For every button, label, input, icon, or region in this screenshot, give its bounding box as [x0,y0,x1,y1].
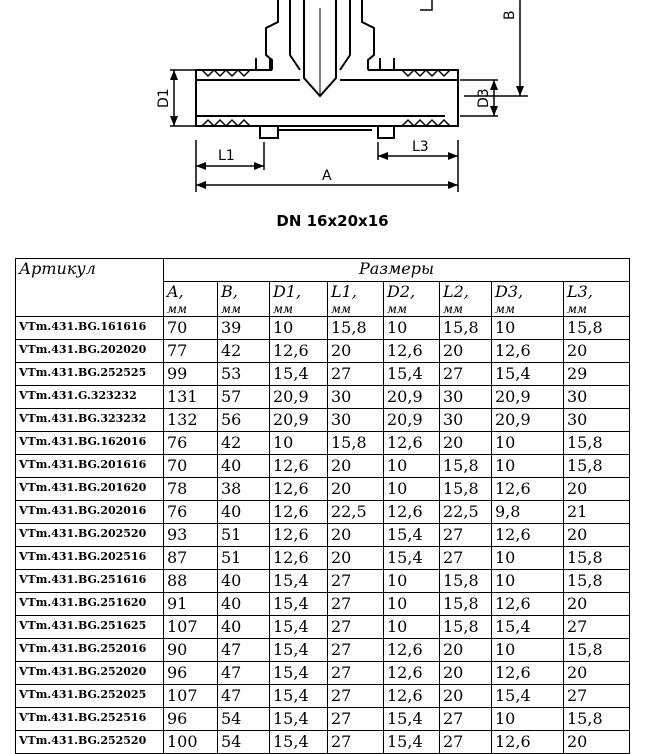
value-cell: 39 [218,317,270,340]
column-header: D2, [384,282,440,305]
value-cell: 20,9 [492,386,564,409]
value-cell: 27 [564,616,630,639]
value-cell: 20,9 [384,386,440,409]
value-cell: 78 [164,478,218,501]
table-row [16,455,630,478]
column-unit: мм [564,304,630,317]
value-cell: 10 [384,593,440,616]
article-cell: VTm.431.BG.202016 [16,501,164,524]
value-cell: 20 [440,340,492,363]
value-cell: 27 [564,685,630,708]
table-row [16,731,630,754]
value-cell: 20 [564,662,630,685]
value-cell: 12,6 [384,685,440,708]
value-cell: 27 [328,685,384,708]
value-cell: 20,9 [492,409,564,432]
value-cell: 77 [164,340,218,363]
article-cell: VTm.431.BG.202516 [16,547,164,570]
value-cell: 12,6 [384,662,440,685]
value-cell: 30 [440,409,492,432]
value-cell: 10 [270,432,328,455]
dim-label-l1: L1 [218,148,235,164]
value-cell: 21 [564,501,630,524]
value-cell: 70 [164,317,218,340]
value-cell: 15,8 [440,478,492,501]
dim-label-b: B [502,10,518,20]
value-cell: 12,6 [384,432,440,455]
value-cell: 15,8 [440,317,492,340]
value-cell: 27 [328,639,384,662]
table-body [16,317,630,754]
column-header: L3, [564,282,630,305]
value-cell: 10 [492,570,564,593]
value-cell: 20 [564,478,630,501]
tee-fitting-drawing [0,0,645,205]
column-unit: мм [384,304,440,317]
value-cell: 27 [440,547,492,570]
dim-label-a: A [322,168,332,184]
value-cell: 57 [218,386,270,409]
value-cell: 20,9 [270,386,328,409]
column-unit: мм [440,304,492,317]
value-cell: 15,8 [564,570,630,593]
value-cell: 76 [164,432,218,455]
value-cell: 27 [328,708,384,731]
table-row [16,662,630,685]
value-cell: 15,4 [384,731,440,754]
value-cell: 12,6 [492,478,564,501]
value-cell: 10 [270,317,328,340]
value-cell: 30 [564,386,630,409]
table-row [16,639,630,662]
value-cell: 12,6 [270,455,328,478]
dim-label-l3: L3 [412,139,429,155]
value-cell: 15,4 [270,731,328,754]
value-cell: 40 [218,593,270,616]
value-cell: 15,4 [270,639,328,662]
value-cell: 15,4 [384,547,440,570]
value-cell: 20 [440,639,492,662]
value-cell: 10 [384,317,440,340]
value-cell: 12,6 [492,593,564,616]
value-cell: 27 [440,731,492,754]
value-cell: 40 [218,501,270,524]
value-cell: 30 [328,409,384,432]
value-cell: 27 [328,570,384,593]
value-cell: 132 [164,409,218,432]
article-cell: VTm.431.G.323232 [16,386,164,409]
column-header: B, [218,282,270,305]
value-cell: 20 [440,685,492,708]
value-cell: 96 [164,708,218,731]
column-unit: мм [164,304,218,317]
value-cell: 20 [564,340,630,363]
article-cell: VTm.431.BG.252516 [16,708,164,731]
value-cell: 87 [164,547,218,570]
value-cell: 15,8 [564,639,630,662]
value-cell: 15,8 [440,455,492,478]
value-cell: 42 [218,340,270,363]
article-cell: VTm.431.BG.252520 [16,731,164,754]
value-cell: 12,6 [492,340,564,363]
value-cell: 20 [328,524,384,547]
article-cell: VTm.431.BG.252016 [16,639,164,662]
value-cell: 15,4 [270,593,328,616]
value-cell: 12,6 [492,662,564,685]
article-cell: VTm.431.BG.202020 [16,340,164,363]
value-cell: 70 [164,455,218,478]
value-cell: 10 [492,317,564,340]
value-cell: 12,6 [384,501,440,524]
value-cell: 27 [440,524,492,547]
value-cell: 15,8 [440,593,492,616]
value-cell: 20 [328,547,384,570]
value-cell: 27 [328,662,384,685]
value-cell: 12,6 [492,731,564,754]
article-cell: VTm.431.BG.201620 [16,478,164,501]
value-cell: 20 [564,731,630,754]
column-header: A, [164,282,218,305]
value-cell: 131 [164,386,218,409]
value-cell: 12,6 [270,501,328,524]
table-row [16,432,630,455]
value-cell: 20 [564,524,630,547]
value-cell: 20 [328,455,384,478]
tee-outline [196,0,458,138]
value-cell: 12,6 [270,524,328,547]
article-cell: VTm.431.BG.323232 [16,409,164,432]
value-cell: 15,4 [270,708,328,731]
table-row [16,570,630,593]
value-cell: 15,4 [384,363,440,386]
value-cell: 15,8 [328,432,384,455]
value-cell: 54 [218,731,270,754]
value-cell: 20 [328,340,384,363]
table-row [16,524,630,547]
value-cell: 20,9 [384,409,440,432]
table-row [16,317,630,340]
value-cell: 10 [492,639,564,662]
article-cell: VTm.431.BG.251625 [16,616,164,639]
value-cell: 30 [564,409,630,432]
article-header: Артикул [16,259,164,317]
table-row [16,409,630,432]
table-row [16,501,630,524]
value-cell: 15,4 [384,708,440,731]
value-cell: 51 [218,524,270,547]
value-cell: 22,5 [328,501,384,524]
article-cell: VTm.431.BG.252020 [16,662,164,685]
value-cell: 27 [440,363,492,386]
dimensions-table [15,258,630,754]
article-cell: VTm.431.BG.162016 [16,432,164,455]
value-cell: 47 [218,639,270,662]
value-cell: 56 [218,409,270,432]
fitting-size-caption: DN 16x20x16 [276,212,389,230]
table-row [16,478,630,501]
value-cell: 15,8 [328,317,384,340]
value-cell: 22,5 [440,501,492,524]
article-cell: VTm.431.BG.252025 [16,685,164,708]
value-cell: 27 [328,616,384,639]
value-cell: 10 [384,570,440,593]
value-cell: 96 [164,662,218,685]
value-cell: 20 [440,432,492,455]
value-cell: 15,4 [270,363,328,386]
value-cell: 27 [440,708,492,731]
value-cell: 12,6 [384,340,440,363]
value-cell: 10 [492,432,564,455]
value-cell: 12,6 [270,547,328,570]
value-cell: 15,4 [384,524,440,547]
value-cell: 15,8 [564,547,630,570]
sizes-header: Размеры [164,259,630,282]
value-cell: 51 [218,547,270,570]
value-cell: 107 [164,685,218,708]
value-cell: 15,8 [440,570,492,593]
table-row [16,708,630,731]
value-cell: 15,4 [270,662,328,685]
column-unit: мм [492,304,564,317]
value-cell: 15,8 [564,708,630,731]
table-row [16,340,630,363]
value-cell: 9,8 [492,501,564,524]
column-unit: мм [270,304,328,317]
table-row [16,547,630,570]
column-unit: мм [328,304,384,317]
value-cell: 10 [492,455,564,478]
value-cell: 15,4 [270,685,328,708]
value-cell: 15,4 [492,616,564,639]
table-row [16,616,630,639]
table-row [16,386,630,409]
value-cell: 47 [218,685,270,708]
value-cell: 91 [164,593,218,616]
value-cell: 20 [328,478,384,501]
dim-label-d3: D3 [476,88,492,108]
value-cell: 15,8 [564,455,630,478]
value-cell: 10 [384,616,440,639]
value-cell: 15,4 [270,616,328,639]
value-cell: 10 [384,478,440,501]
value-cell: 20 [564,593,630,616]
value-cell: 40 [218,616,270,639]
value-cell: 107 [164,616,218,639]
value-cell: 10 [492,547,564,570]
value-cell: 15,4 [492,363,564,386]
value-cell: 30 [328,386,384,409]
value-cell: 15,8 [440,616,492,639]
value-cell: 88 [164,570,218,593]
dim-label-d1: D1 [156,88,172,108]
value-cell: 15,8 [564,432,630,455]
value-cell: 53 [218,363,270,386]
value-cell: 27 [328,593,384,616]
article-cell: VTm.431.BG.202520 [16,524,164,547]
value-cell: 20,9 [270,409,328,432]
value-cell: 15,4 [492,685,564,708]
value-cell: 10 [492,708,564,731]
value-cell: 30 [440,386,492,409]
value-cell: 12,6 [384,639,440,662]
table-row [16,593,630,616]
article-cell: VTm.431.BG.251616 [16,570,164,593]
value-cell: 99 [164,363,218,386]
article-cell: VTm.431.BG.201616 [16,455,164,478]
value-cell: 12,6 [492,524,564,547]
article-cell: VTm.431.BG.161616 [16,317,164,340]
value-cell: 90 [164,639,218,662]
column-header: L2, [440,282,492,305]
value-cell: 27 [328,731,384,754]
column-header: L1, [328,282,384,305]
value-cell: 42 [218,432,270,455]
value-cell: 10 [384,455,440,478]
article-cell: VTm.431.BG.251620 [16,593,164,616]
value-cell: 40 [218,455,270,478]
value-cell: 27 [328,363,384,386]
value-cell: 100 [164,731,218,754]
value-cell: 54 [218,708,270,731]
column-header: D1, [270,282,328,305]
value-cell: 93 [164,524,218,547]
column-header: D3, [492,282,564,305]
value-cell: 29 [564,363,630,386]
value-cell: 15,8 [564,317,630,340]
value-cell: 76 [164,501,218,524]
value-cell: 12,6 [270,478,328,501]
table-row [16,363,630,386]
value-cell: 47 [218,662,270,685]
value-cell: 12,6 [270,340,328,363]
value-cell: 15,4 [270,570,328,593]
value-cell: 40 [218,570,270,593]
table-row [16,685,630,708]
article-cell: VTm.431.BG.252525 [16,363,164,386]
column-unit: мм [218,304,270,317]
value-cell: 38 [218,478,270,501]
value-cell: 20 [440,662,492,685]
